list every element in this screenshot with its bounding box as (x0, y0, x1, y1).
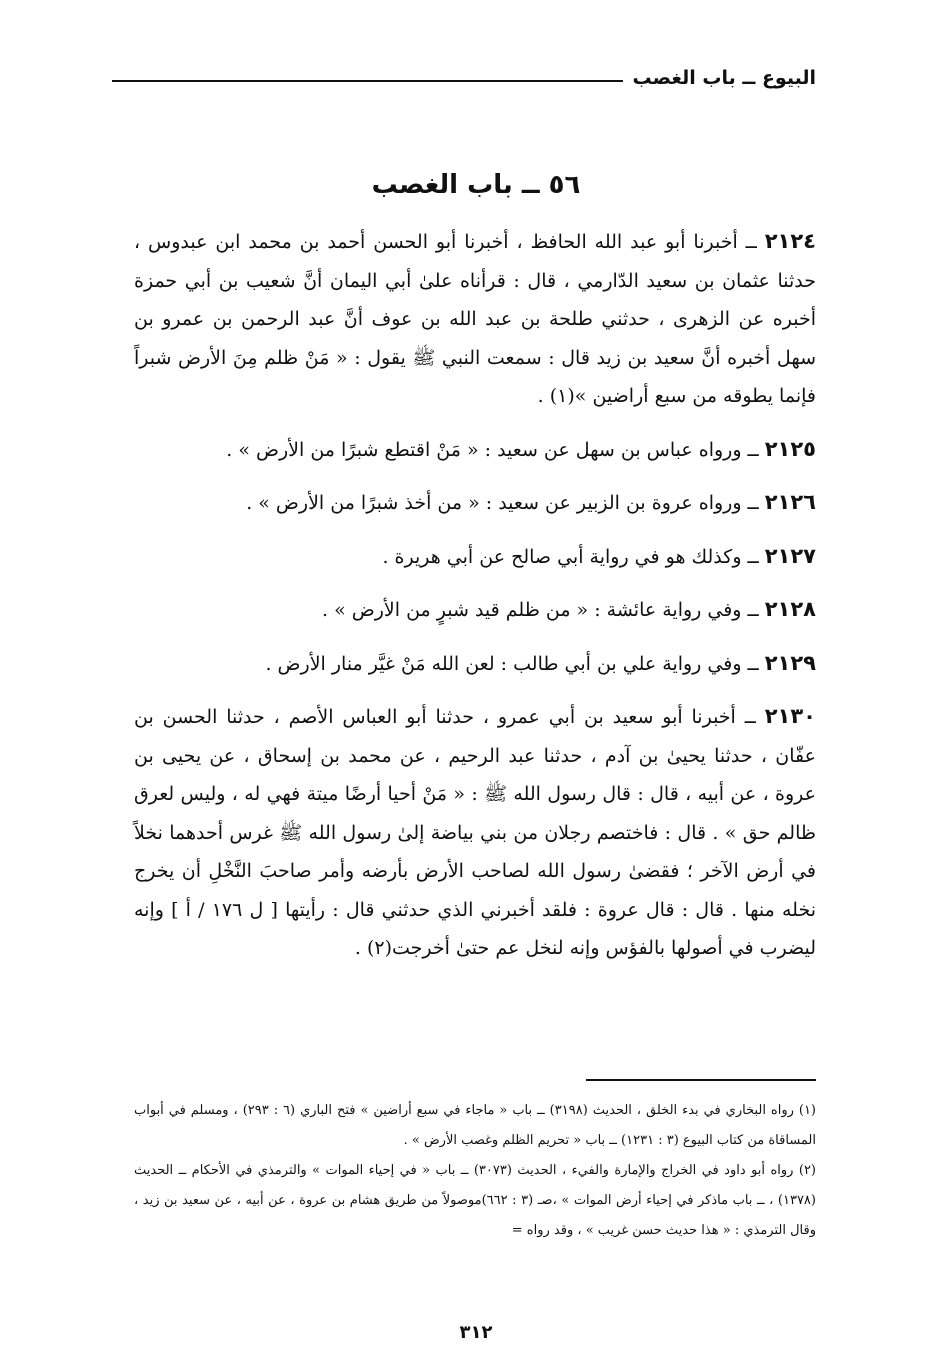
hadith-text: ــ ورواه عروة بن الزبير عن سعيد : « من أخذ شبرًا من الأرض » . (246, 492, 759, 514)
hadith-number: ٢١٢٦ (764, 490, 816, 514)
page-number: ٣١٢ (459, 1322, 493, 1343)
hadith-number: ٢١٢٤ (764, 229, 816, 253)
hadith-number: ٢١٣٠ (764, 704, 816, 728)
hadith-text: ــ ورواه عباس بن سهل عن سعيد : « مَنْ اقتطع شبرًا من الأرض » . (226, 438, 759, 461)
footnotes (134, 1096, 816, 1246)
body-text (134, 222, 816, 982)
hadith-text: ــ وكذلك هو في رواية أبي صالح عن أبي هريرة . (382, 545, 759, 568)
hadith-2130 (134, 697, 816, 968)
footnote-2: (٢) رواه أبو داود في الخراج والإمارة والفيء ، الحديث (٣٠٧٣) ــ باب « في إحياء الموات » والترمذي في الأحكام ــ الحديث (١٣٧٨) ، ــ باب ماذكر في إحياء أرض الموات » ،صـ (٣ : ٦٦٢)موصولاً من طريق هشام بن عروة ، عن أبيه ، عن سعيد بن زيد ، وقال الترمذي : « هذا حديث حسن غريب » ، وقد رواه = (134, 1163, 816, 1238)
running-header (112, 58, 816, 90)
running-header-title: البيوع ــ باب الغصب (632, 67, 816, 89)
hadith-2127 (134, 537, 816, 577)
footnote-separator (586, 1079, 816, 1081)
hadith-2124 (134, 222, 816, 416)
hadith-text: ــ أخبرنا أبو عبد الله الحافظ ، أخبرنا أبو الحسن أحمد بن محمد ابن عبدوس ، حدثنا عثمان بن سعيد الدّارمي ، قال : قرأناه علىٰ أبي اليمان أنَّ شعيب بن أبي حمزة أخبره عن الزهرى ، حدثني طلحة بن عبد الله بن عوف أنَّ عبد الرحمن بن عمرو بن سهل أخبره أنَّ سعيد بن زيد قال : سمعت النبي ﷺ يقول : « مَنْ ظلم مِنَ الأرض شبراً فإنما يطوقه من سبع أراضين »(١) . (134, 231, 816, 407)
chapter-title: ٥٦ ــ باب الغصب (371, 170, 581, 200)
hadith-2128 (134, 590, 816, 630)
hadith-2126 (134, 483, 816, 523)
hadith-text: ــ أخبرنا أبو سعيد بن أبي عمرو ، حدثنا أبو العباس الأصم ، حدثنا الحسن بن عفّان ، حدثنا يحيىٰ بن آدم ، حدثنا عبد الرحيم ، عن محمد بن إسحاق ، عن يحيى بن عروة ، عن أبيه ، قال : قال رسول الله ﷺ : « مَنْ أحيا أرضًا ميتة فهي له ، وليس لعرق ظالم حق » . قال : فاختصم رجلان من بني بياضة إلىٰ رسول الله ﷺ غرس أحدهما نخلاً في أرض الآخر ؛ فقضىٰ رسول الله لصاحب الأرض بأرضه وأمر صاحبَ النَّخْلِ أن يخرج نخله منها . قال : قال عروة : فلقد أخبرني الذي حدثني قال : رأيتها [ ل ١٧٦ / أ ] وإنه ليضرب في أصولها بالفؤس وإنه لنخل عم حتىٰ أخرجت(٢) . (134, 706, 817, 959)
footnote-1: (١) رواه البخاري في بدء الخلق ، الحديث (٣١٩٨) ــ باب « ماجاء في سبع أراضين » فتح الباري (٦ : ٢٩٣) ، ومسلم في أبواب المساقاة من كتاب البيوع (٣ : ١٢٣١) ــ باب « تحريم الظلم وغصب الأرض » . (134, 1103, 816, 1148)
hadith-2125 (134, 430, 816, 470)
hadith-number: ٢١٢٩ (764, 650, 816, 675)
hadith-number: ٢١٢٨ (764, 597, 816, 621)
hadith-text: ــ وفي رواية علي بن أبي طالب : لعن الله مَنْ غيَّر منار الأرض . (265, 652, 759, 675)
hadith-number: ٢١٢٥ (764, 436, 816, 461)
hadith-2129 (134, 644, 816, 684)
header-rule (112, 80, 623, 82)
hadith-number: ٢١٢٧ (764, 543, 816, 568)
hadith-text: ــ وفي رواية عائشة : « من ظلم قيد شبرٍ من الأرض » . (322, 599, 759, 621)
